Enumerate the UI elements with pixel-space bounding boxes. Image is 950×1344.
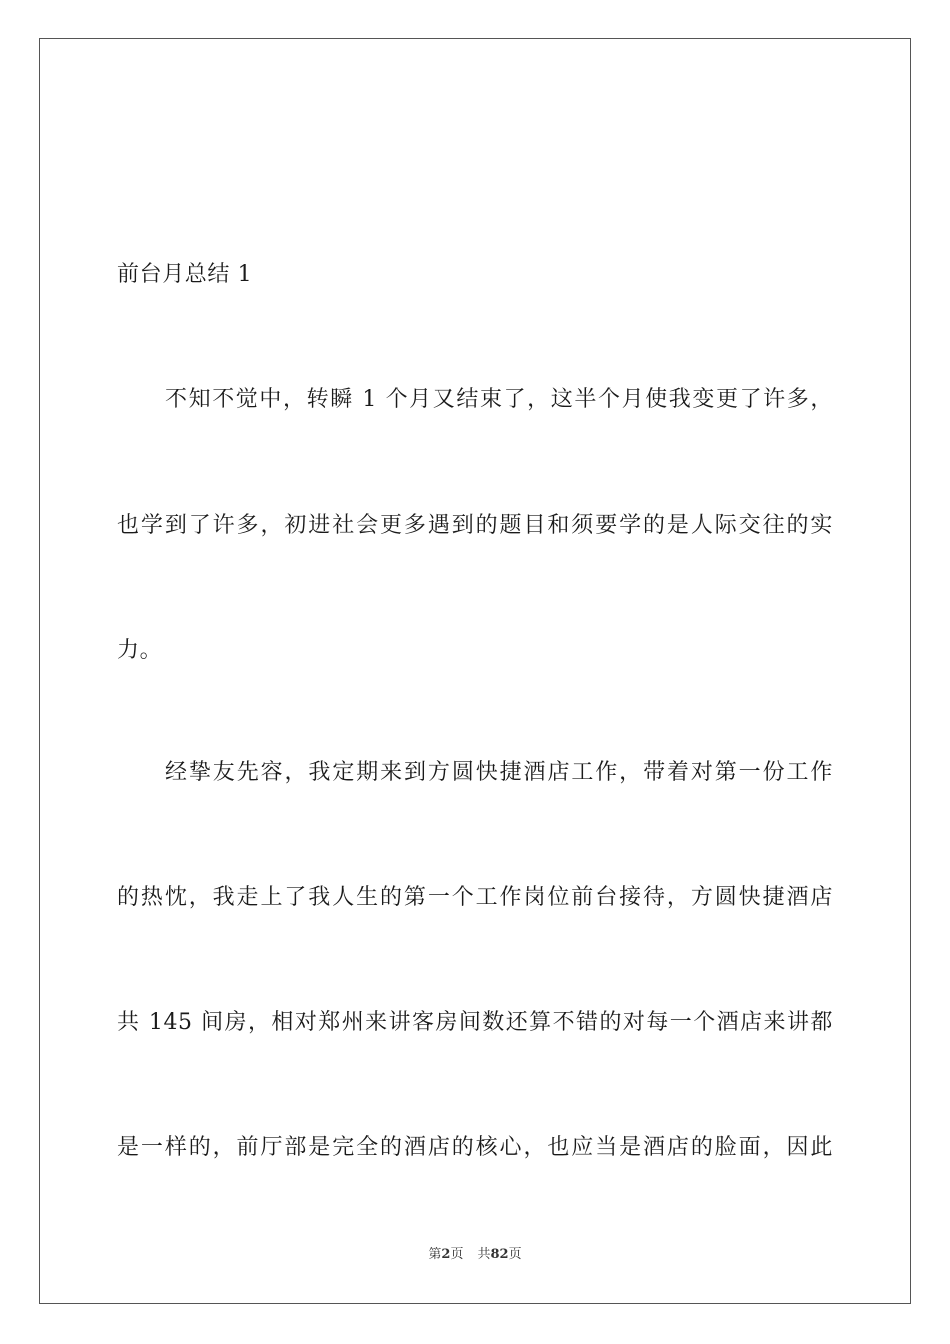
paragraph-line: 共 145 间房，相对郑州来讲客房间数还算不错的对每一个酒店来讲都 xyxy=(117,1010,833,1035)
paragraph-line: 经挚友先容，我定期来到方圆快捷酒店工作，带着对第一份工作 xyxy=(165,760,833,785)
page-suffix: 页 xyxy=(450,1247,464,1262)
page-number: 2 xyxy=(441,1247,451,1262)
page-border xyxy=(39,38,911,1304)
paragraph-line: 力。 xyxy=(117,638,163,663)
document-heading: 前台月总结 1 xyxy=(117,262,253,287)
paragraph-line: 的热忱，我走上了我人生的第一个工作岗位前台接待，方圆快捷酒店 xyxy=(117,885,833,910)
total-prefix: 共 xyxy=(477,1247,491,1262)
paragraph-line: 不知不觉中，转瞬 1 个月又结束了，这半个月使我变更了许多， xyxy=(165,387,833,412)
total-suffix: 页 xyxy=(508,1247,522,1262)
page-prefix: 第 xyxy=(428,1247,442,1262)
total-pages: 82 xyxy=(490,1247,509,1262)
paragraph-line: 也学到了许多，初进社会更多遇到的题目和须要学的是人际交往的实 xyxy=(117,513,833,538)
paragraph-line: 是一样的，前厅部是完全的酒店的核心，也应当是酒店的脸面，因此 xyxy=(117,1135,833,1160)
page-footer xyxy=(0,1246,950,1264)
